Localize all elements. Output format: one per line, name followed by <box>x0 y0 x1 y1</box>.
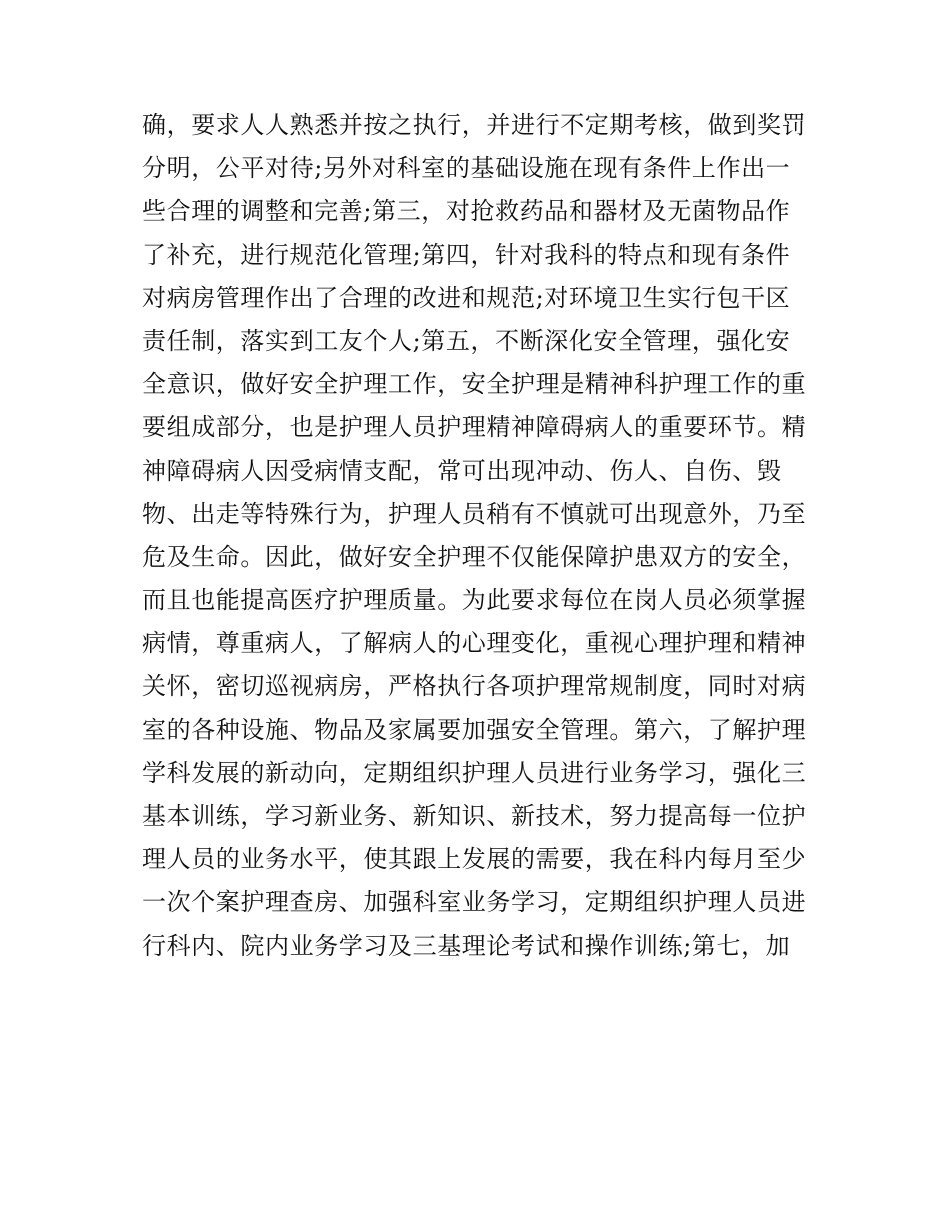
text-line: 些合理的调整和完善;第三，对抢救药品和器材及无菌物品作 <box>142 197 791 226</box>
text-line: 危及生命。因此，做好安全护理不仅能保障护患双方的安全， <box>142 542 807 571</box>
text-line: 责任制，落实到工友个人;第五，不断深化安全管理，强化安 <box>142 326 791 355</box>
text-line: 对病房管理作出了合理的改进和规范;对环境卫生实行包干区 <box>142 283 791 312</box>
text-line: 全意识，做好安全护理工作，安全护理是精神科护理工作的重 <box>142 370 807 399</box>
text-line: 神障碍病人因受病情支配，常可出现冲动、伤人、自伤、毁 <box>142 456 782 485</box>
text-line: 分明，公平对待;另外对科室的基础设施在现有条件上作出一 <box>142 154 791 183</box>
text-line: 室的各种设施、物品及家属要加强安全管理。第六，了解护理 <box>142 715 807 744</box>
text-line: 学科发展的新动向，定期组织护理人员进行业务学习，强化三 <box>142 758 807 787</box>
text-line: 病情，尊重病人，了解病人的心理变化，重视心理护理和精神 <box>142 629 807 658</box>
text-line: 关怀，密切巡视病房，严格执行各项护理常规制度，同时对病 <box>142 672 807 701</box>
text-line: 一次个案护理查房、加强科室业务学习，定期组织护理人员进 <box>142 888 807 917</box>
text-line: 物、出走等特殊行为，护理人员稍有不慎就可出现意外，乃至 <box>142 499 807 528</box>
text-line: 要组成部分，也是护理人员护理精神障碍病人的重要环节。精 <box>142 413 807 442</box>
text-line: 了补充，进行规范化管理;第四，针对我科的特点和现有条件 <box>142 240 791 269</box>
text-line: 确，要求人人熟悉并按之执行，并进行不定期考核，做到奖罚 <box>142 111 807 139</box>
text-line: 行科内、院内业务学习及三基理论考试和操作训练;第七，加 <box>142 931 791 960</box>
body-text <box>142 104 822 968</box>
text-line: 而且也能提高医疗护理质量。为此要求每位在岗人员必须掌握 <box>142 586 807 615</box>
text-line: 理人员的业务水平，使其跟上发展的需要，我在科内每月至少 <box>142 845 807 874</box>
text-line: 基本训练，学习新业务、新知识、新技术，努力提高每一位护 <box>142 802 807 830</box>
